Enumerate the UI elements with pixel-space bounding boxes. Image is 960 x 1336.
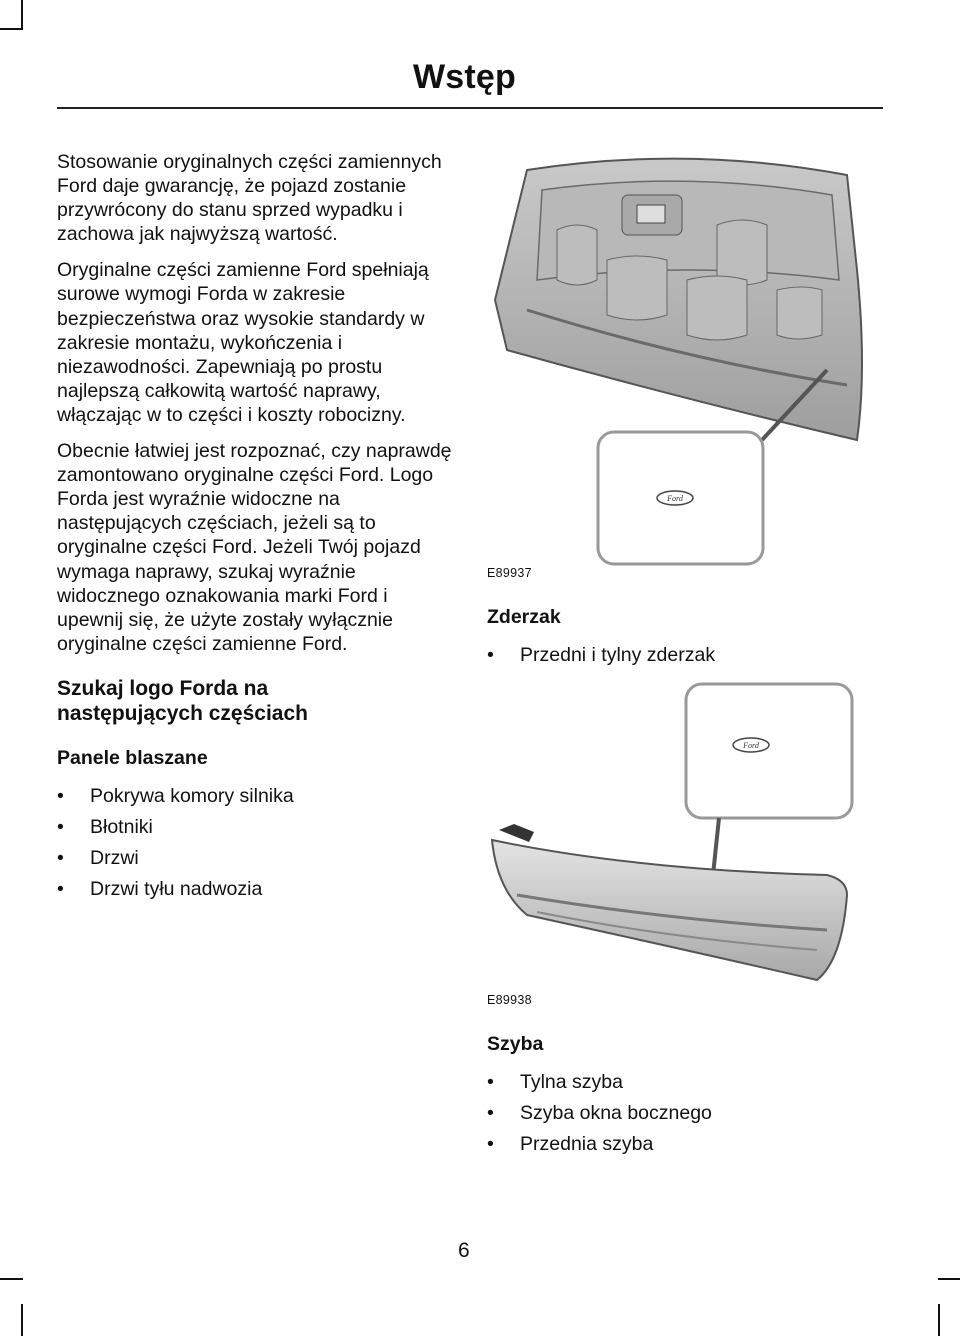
quality-paragraph: Oryginalne części zamienne Ford spełniają surowe wymogi Forda w zakresie bezpieczeństwa oraz wysokie standardy w zakresie montażu, wykończenia i niezawodności. Zapewniają po prostu najlepszą całkowitą wartość naprawy, włączając w to części i koszty robocizny.: [57, 259, 429, 426]
panels-heading: Panele blaszane: [57, 746, 208, 769]
list-item: • Szyba okna bocznego: [487, 1101, 887, 1125]
bumper-illustration: [487, 680, 887, 990]
intro-paragraph: Stosowanie oryginalnych części zamiennych Ford daje gwarancję, że pojazd zostanie przywrócony do stanu sprzed wypadku i zachowa jak najwyższą wartość.: [57, 151, 442, 246]
list-item: • Przednia szyba: [487, 1132, 887, 1156]
ford-logo-text: Ford: [667, 494, 683, 503]
left-column: [57, 150, 457, 908]
page-title: Wstęp: [413, 58, 516, 96]
crop-mark-top-left: [21, 0, 23, 30]
bonnet-illustration: [487, 150, 887, 580]
bumper-heading: Zderzak: [487, 606, 561, 628]
list-item: • Drzwi: [57, 846, 457, 870]
glass-heading: Szyba: [487, 1033, 544, 1055]
bonnet-figure: [487, 150, 887, 580]
list-item: • Pokrywa komory silnika: [57, 784, 457, 808]
figure-code: E89938: [487, 993, 532, 1007]
list-item: • Tylna szyba: [487, 1070, 887, 1094]
identification-paragraph: Obecnie łatwiej jest rozpoznać, czy naprawdę zamontowano oryginalne części Ford. Logo Forda jest wyraźnie widoczne na następujących częściach, jeżeli są to oryginalne części Ford. Jeżeli Twój pojazd wymaga naprawy, szukaj wyraźnie widocznego oznakowania marki Ford i upewnij się, że użyte zostały wyłącznie oryginalne części zamienne Ford.: [57, 440, 452, 655]
list-item: • Przedni i tylny zderzak: [487, 643, 887, 667]
list-item: • Błotniki: [57, 815, 457, 839]
page-number: 6: [458, 1239, 470, 1262]
section-heading: Szukaj logo Forda na następujących częściach: [57, 676, 308, 725]
crop-mark-bottom-right-h: [938, 1278, 960, 1280]
header-rule: [57, 107, 883, 109]
glass-list: [487, 1070, 887, 1156]
crop-mark-top-left-h: [0, 28, 23, 30]
crop-mark-bottom-left-h: [0, 1278, 23, 1280]
bumper-list: [487, 643, 887, 667]
list-item: • Drzwi tyłu nadwozia: [57, 877, 457, 901]
panels-list: [57, 784, 457, 901]
crop-mark-bottom-right: [938, 1304, 940, 1336]
glass-section: [487, 1032, 887, 1163]
bumper-section: [487, 605, 887, 674]
bumper-figure: [487, 680, 887, 990]
figure-code: E89937: [487, 566, 532, 580]
ford-logo-text: Ford: [743, 741, 759, 750]
crop-mark-bottom-left: [21, 1304, 23, 1336]
